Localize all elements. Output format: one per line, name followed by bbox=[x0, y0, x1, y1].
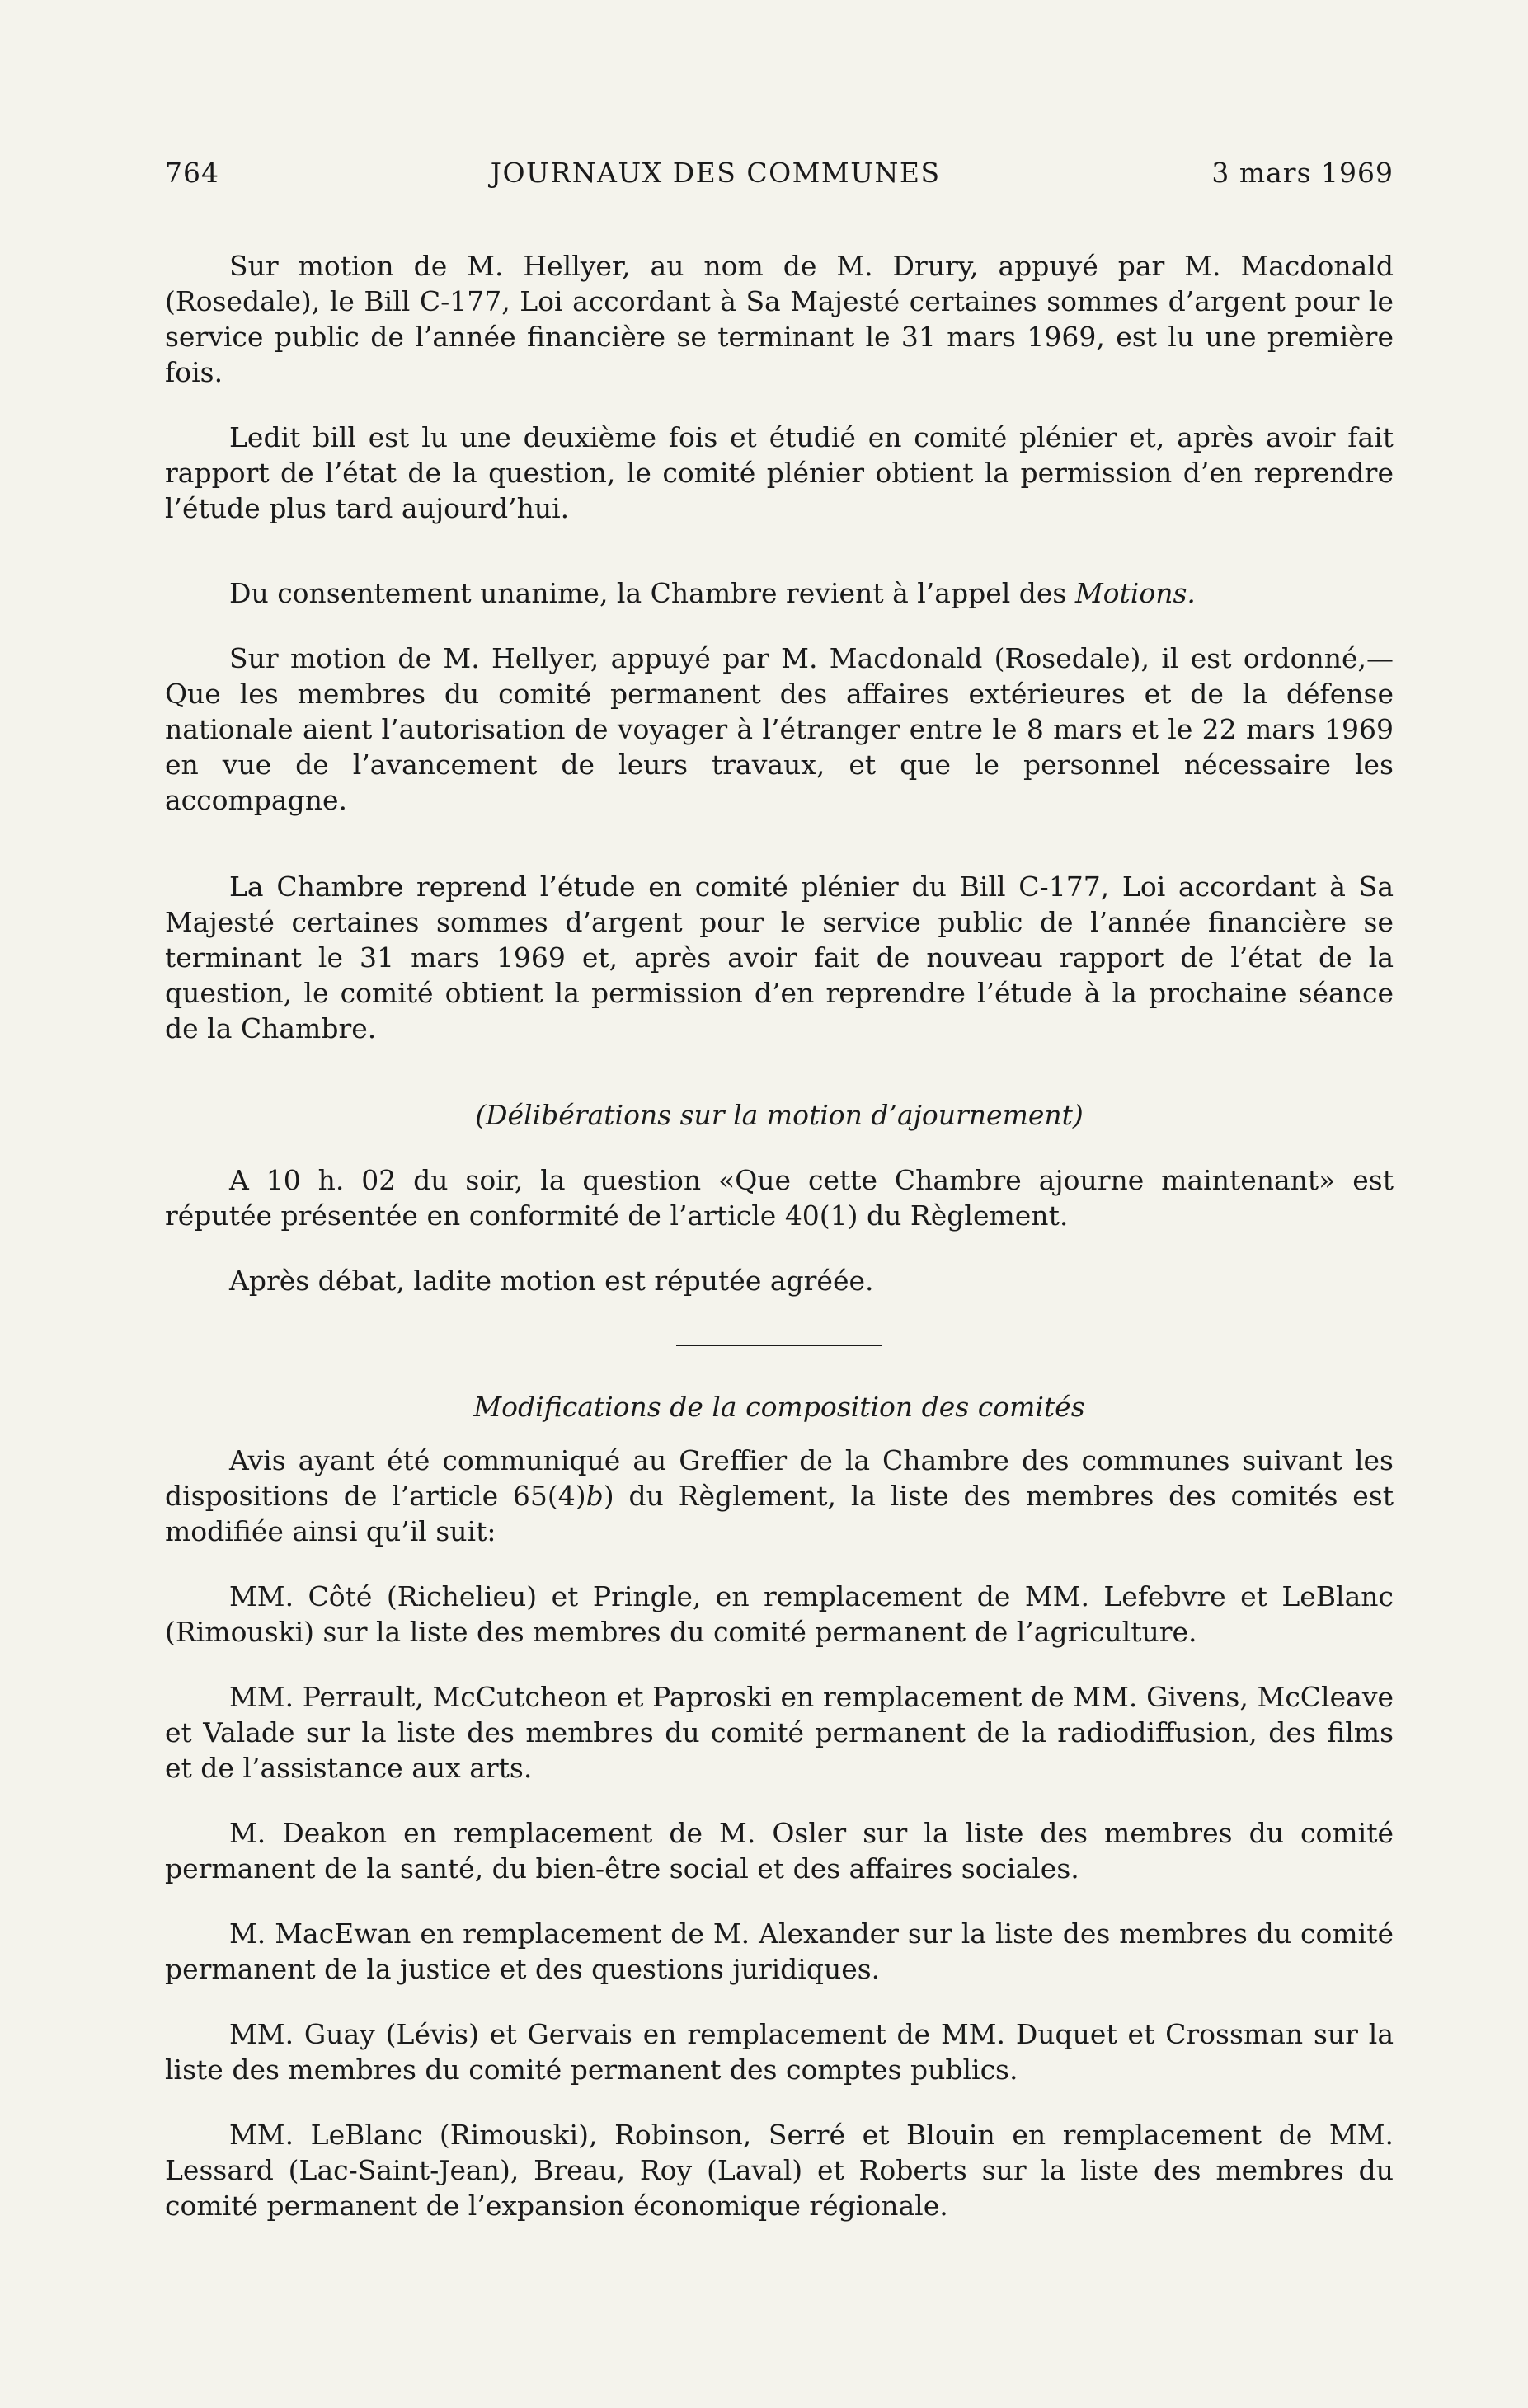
paragraph-text: Du consentement unanime, la Chambre revient à l’appel des bbox=[229, 577, 1075, 609]
paragraph-regional-expansion-committee: MM. LeBlanc (Rimouski), Robinson, Serré et Blouin en remplacement de MM. Lessard (Lac-Saint-Jean), Breau, Roy (Laval) et Roberts sur la liste des membres du comité permanent de l’expansion économique régionale. bbox=[165, 2119, 1394, 2222]
article-letter: b bbox=[585, 1480, 604, 1512]
heading-committee-changes: Modifications de la composition des comités bbox=[473, 1391, 1085, 1423]
paragraph-committee-resumes: La Chambre reprend l’étude en comité plénier du Bill C-177, Loi accordant à Sa Majesté certaines sommes d’argent pour le service public de l’année financière se terminant le 31 mars 1969 et, après avoir fait de nouveau rapport de l’état de la question, le comité obtient la permission d’en reprendre l’étude à la prochaine séance de la Chambre. bbox=[165, 871, 1394, 1044]
paragraph-adjournment-question: A 10 h. 02 du soir, la question «Que cette Chambre ajourne maintenant» est réputée présentée en conformité de l’article 40(1) du Règlement. bbox=[165, 1164, 1394, 1232]
paragraph-justice-committee: M. MacEwan en remplacement de M. Alexander sur la liste des membres du comité permanent de la justice et des questions juridiques. bbox=[165, 1917, 1394, 1985]
page-date: 3 mars 1969 bbox=[1211, 157, 1394, 189]
section-divider bbox=[676, 1345, 882, 1346]
paragraph-motion-agreed: Après débat, ladite motion est réputée agréée. bbox=[229, 1265, 874, 1297]
paragraph-notice bbox=[165, 1443, 1394, 1549]
paragraph-broadcasting-committee: MM. Perrault, McCutcheon et Paproski en remplacement de MM. Givens, McCleave et Valade sur la liste des membres du comité permanent de la radiodiffusion, des films et de l’assistance aux arts. bbox=[165, 1681, 1394, 1784]
paragraph-return-to-motions bbox=[165, 575, 1394, 611]
paragraph-text: Avis ayant été communiqué au Greffier de la Chambre des communes suivant les dispositions de l’article 65(4) bbox=[165, 1444, 1394, 1512]
page-number: 764 bbox=[165, 157, 219, 189]
motions-italic: Motions. bbox=[1074, 577, 1196, 609]
journal-title: JOURNAUX DES COMMUNES bbox=[490, 157, 941, 189]
paragraph-public-accounts-committee: MM. Guay (Lévis) et Gervais en remplacement de MM. Duquet et Crossman sur la liste des membres du comité permanent des comptes publics. bbox=[165, 2018, 1394, 2086]
heading-adjournment-proceedings: (Délibérations sur la motion d’ajournement) bbox=[475, 1099, 1084, 1131]
journal-page bbox=[165, 157, 1394, 2223]
paragraph-bill-second-reading: Ledit bill est lu une deuxième fois et étudié en comité plénier et, après avoir fait rapport de l’état de la question, le comité plénier obtient la permission d’en reprendre l’étude plus tard aujourd’hui. bbox=[165, 421, 1394, 524]
paragraph-text-tail: ) du Règlement, la liste des membres des comités est modifiée ainsi qu’il suit: bbox=[165, 1480, 1394, 1547]
paragraph-bill-first-reading: Sur motion de M. Hellyer, au nom de M. Drury, appuyé par M. Macdonald (Rosedale), le Bill C-177, Loi accordant à Sa Majesté certaines sommes d’argent pour le service public de l’année financière se terminant le 31 mars 1969, est lu une première fois. bbox=[165, 250, 1394, 388]
page-header bbox=[165, 157, 1394, 189]
paragraph-health-committee: M. Deakon en remplacement de M. Osler sur la liste des membres du comité permanent de la santé, du bien-être social et des affaires sociales. bbox=[165, 1817, 1394, 1885]
paragraph-travel-motion: Sur motion de M. Hellyer, appuyé par M. Macdonald (Rosedale), il est ordonné,—Que les membres du comité permanent des affaires extérieures et de la défense nationale aient l’autorisation de voyager à l’étranger entre le 8 mars et le 22 mars 1969 en vue de l’avancement de leurs travaux, et que le personnel nécessaire les accompagne. bbox=[165, 642, 1394, 816]
paragraph-agriculture-committee: MM. Côté (Richelieu) et Pringle, en remplacement de MM. Lefebvre et LeBlanc (Rimouski) sur la liste des membres du comité permanent de l’agriculture. bbox=[165, 1580, 1394, 1648]
